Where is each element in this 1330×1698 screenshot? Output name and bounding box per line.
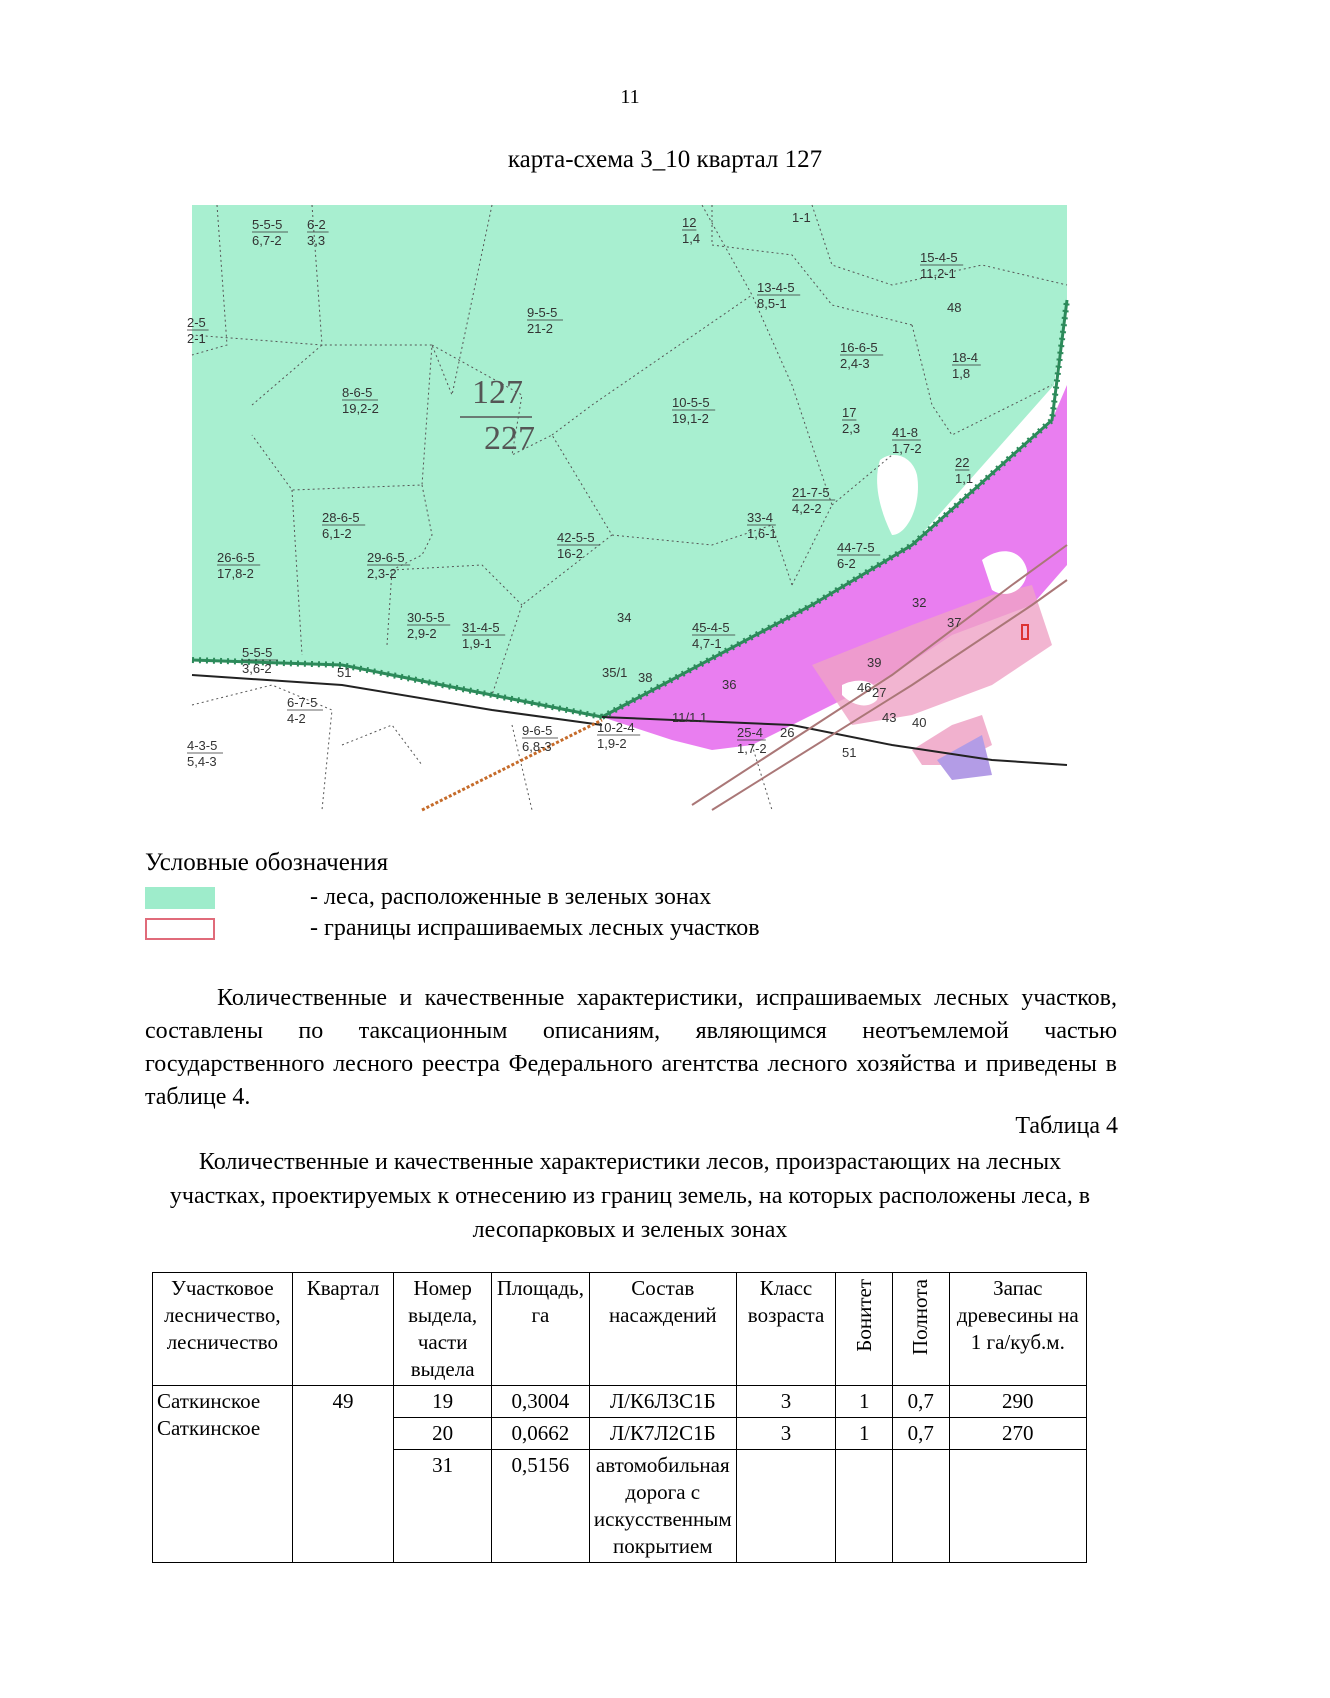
map-plot-label: 1,1 [955,471,974,486]
table-row [153,1386,1087,1418]
table-header-row [153,1273,1087,1386]
map-plot-label: 42-5-5 [557,530,595,545]
map-plot-label: 4,2-2 [792,501,822,516]
map-plot-label: 2-1 [187,331,206,346]
map-plot-label: 26-6-5 [217,550,255,565]
map-plot-label: 6,8-3 [522,739,552,754]
header-density [892,1273,949,1386]
map-plot-label: 26 [780,725,795,740]
map-plot-label: 38 [638,670,653,685]
map-plot-label: 43 [882,710,897,725]
density-cell [892,1450,949,1563]
map-plot-label: 12 [682,215,697,230]
header-composition: Состав насаждений [589,1273,736,1386]
map-plot-label: 3,6-2 [242,661,272,676]
bonitet-cell: 1 [836,1386,893,1418]
map-plot-label: 29-6-5 [367,550,405,565]
map-plot-label: 18-4 [952,350,979,365]
map-plot-label: 11/1.1 [672,710,708,725]
map-plot-label: 16-6-5 [840,340,878,355]
header-forestry: Участковое лесничество, лесничество [153,1273,293,1386]
map-plot-label: 5,4-3 [187,754,217,769]
map-plot-label: 36 [722,677,737,692]
header-age-class: Класс возраста [736,1273,836,1386]
map-plot-label: 2,4-3 [840,356,870,371]
map-plot-label: 33-4 [747,510,774,525]
header-plot: Номер выдела, части выдела [394,1273,492,1386]
map-plot-label: 15-4-5 [920,250,958,265]
area-cell: 0,0662 [491,1418,589,1450]
map-plot-label: 41-8 [892,425,919,440]
map-plot-label: 4,7-1 [692,636,722,651]
map-plot-label: 1,4 [682,231,701,246]
composition-cell: Л/К6Л3С1Б [589,1386,736,1418]
header-bonitet [836,1273,893,1386]
map-plot-label: 10-2-4 [597,720,635,735]
map-plot-label: 30-5-5 [407,610,445,625]
composition-cell: автомобильная дорога с искусственным покрытием [589,1450,736,1563]
legend-swatch-green [145,887,215,909]
map-plot-label: 11,2-1 [920,266,956,281]
map-plot-label: 28-6-5 [322,510,360,525]
map-plot-label: 51 [337,665,352,680]
map-plot-label: 2,3-2 [367,566,397,581]
area-cell: 0,3004 [491,1386,589,1418]
map-plot-label: 1,9-1 [462,636,492,651]
bonitet-cell [836,1450,893,1563]
map-plot-label: 9-5-5 [527,305,558,320]
map-plot-label: 27 [872,685,887,700]
map-plot-label: 6-2 [307,217,326,232]
map-plot-label: 17 [842,405,857,420]
map-plot-label: 5-5-5 [242,645,273,660]
map-plot-label: 8,5-1 [757,296,787,311]
quarter-cell: 49 [292,1386,394,1563]
body-paragraph: Количественные и качественные характеристики, испрашиваемых лесных участков, составлены по таксационным описаниям, являющимся неотъемлемой частью государственного лесного реестра Федерального агентства лесного хозяйства и приведены в таблице 4. [145,985,1117,1110]
forestry-name: Саткинское [157,1389,261,1413]
plot-cell: 19 [394,1386,492,1418]
legend-item-label: - леса, расположенные в зеленых зонах [310,884,712,910]
map-plot-label: 31-4-5 [462,620,500,635]
bonitet-cell: 1 [836,1418,893,1450]
map-plot-label: 46 [857,680,872,695]
age-class-cell: 3 [736,1418,836,1450]
map-plot-label: 17,8-2 [217,566,254,581]
map-plot-label: 16-2 [557,546,584,561]
forest-map [187,205,1067,810]
map-plot-label: 1-1 [792,210,811,225]
header-stock: Запас древесины на 1 га/куб.м. [949,1273,1086,1386]
map-plot-label: 1,8 [952,366,971,381]
forestry-name: Саткинское [157,1416,261,1440]
map-plot-label: 6,7-2 [252,233,282,248]
plot-cell: 31 [394,1450,492,1563]
header-area: Площадь, га [491,1273,589,1386]
map-plot-label: 2,3 [842,421,861,436]
map-plot-label: 4-2 [287,711,306,726]
density-cell: 0,7 [892,1418,949,1450]
map-plot-label: 10-5-5 [672,395,710,410]
forestry-cell [153,1386,293,1563]
forest-map-svg [187,205,1067,810]
map-plot-label: 19,1-2 [672,411,709,426]
map-plot-label: 40 [912,715,927,730]
map-plot-label: 21-2 [527,321,554,336]
map-plot-label: 19,2-2 [342,401,379,416]
header-quarter: Квартал [292,1273,394,1386]
map-plot-label: 1,9-2 [597,736,627,751]
composition-cell: Л/К7Л2С1Б [589,1418,736,1450]
map-plot-label: 2-5 [187,315,206,330]
map-plot-label: 34 [617,610,632,625]
area-cell: 0,5156 [491,1450,589,1563]
map-plot-label: 37 [947,615,962,630]
map-plot-label: 22 [955,455,970,470]
legend-title: Условные обозначения [145,849,389,876]
map-plot-label: 45-4-5 [692,620,730,635]
table-caption: Количественные и качественные характеристики лесов, произрастающих на лесных участках, проектируемых к отнесению из границ земель, на которых расположены леса, в лесопарковых и зеленых зонах [169,1149,1091,1243]
age-class-cell [736,1450,836,1563]
map-plot-label: 6-2 [837,556,856,571]
map-plot-label: 13-4-5 [757,280,795,295]
quarter-number-bottom: 227 [484,420,535,457]
header-density-text: Полнота [908,1279,933,1356]
plot-cell: 20 [394,1418,492,1450]
stock-cell: 290 [949,1386,1086,1418]
age-class-cell: 3 [736,1386,836,1418]
map-plot-label: 5-5-5 [252,217,283,232]
header-bonitet-text: Бонитет [851,1279,876,1352]
map-plot-label: 44-7-5 [837,540,875,555]
map-plot-label: 4-3-5 [187,738,218,753]
map-plot-label: 21-7-5 [792,485,830,500]
map-plot-label: 8-6-5 [342,385,373,400]
quarter-number-top: 127 [472,374,523,411]
map-plot-label: 32 [912,595,927,610]
page-number: 11 [620,86,640,108]
forest-characteristics-table [152,1272,1087,1563]
legend-item-label: - границы испрашиваемых лесных участков [310,915,760,941]
stock-cell [949,1450,1086,1563]
table-label: Таблица 4 [1015,1113,1118,1139]
map-plot-label: 3,3 [307,233,326,248]
legend-swatch-border [145,918,215,940]
map-plot-label: 25-4 [737,725,764,740]
map-plot-label: 6-7-5 [287,695,318,710]
map-plot-label: 48 [947,300,962,315]
map-plot-label: 9-6-5 [522,723,553,738]
map-plot-label: 39 [867,655,882,670]
map-plot-label: 2,9-2 [407,626,437,641]
map-plot-label: 35/1 [602,665,628,680]
map-plot-label: 1,6-1 [747,526,777,541]
map-plot-label: 1,7-2 [737,741,767,756]
map-plot-label: 51 [842,745,857,760]
density-cell: 0,7 [892,1386,949,1418]
map-title: карта-схема 3_10 квартал 127 [507,146,823,173]
map-plot-label: 1,7-2 [892,441,922,456]
map-plot-label: 6,1-2 [322,526,352,541]
stock-cell: 270 [949,1418,1086,1450]
